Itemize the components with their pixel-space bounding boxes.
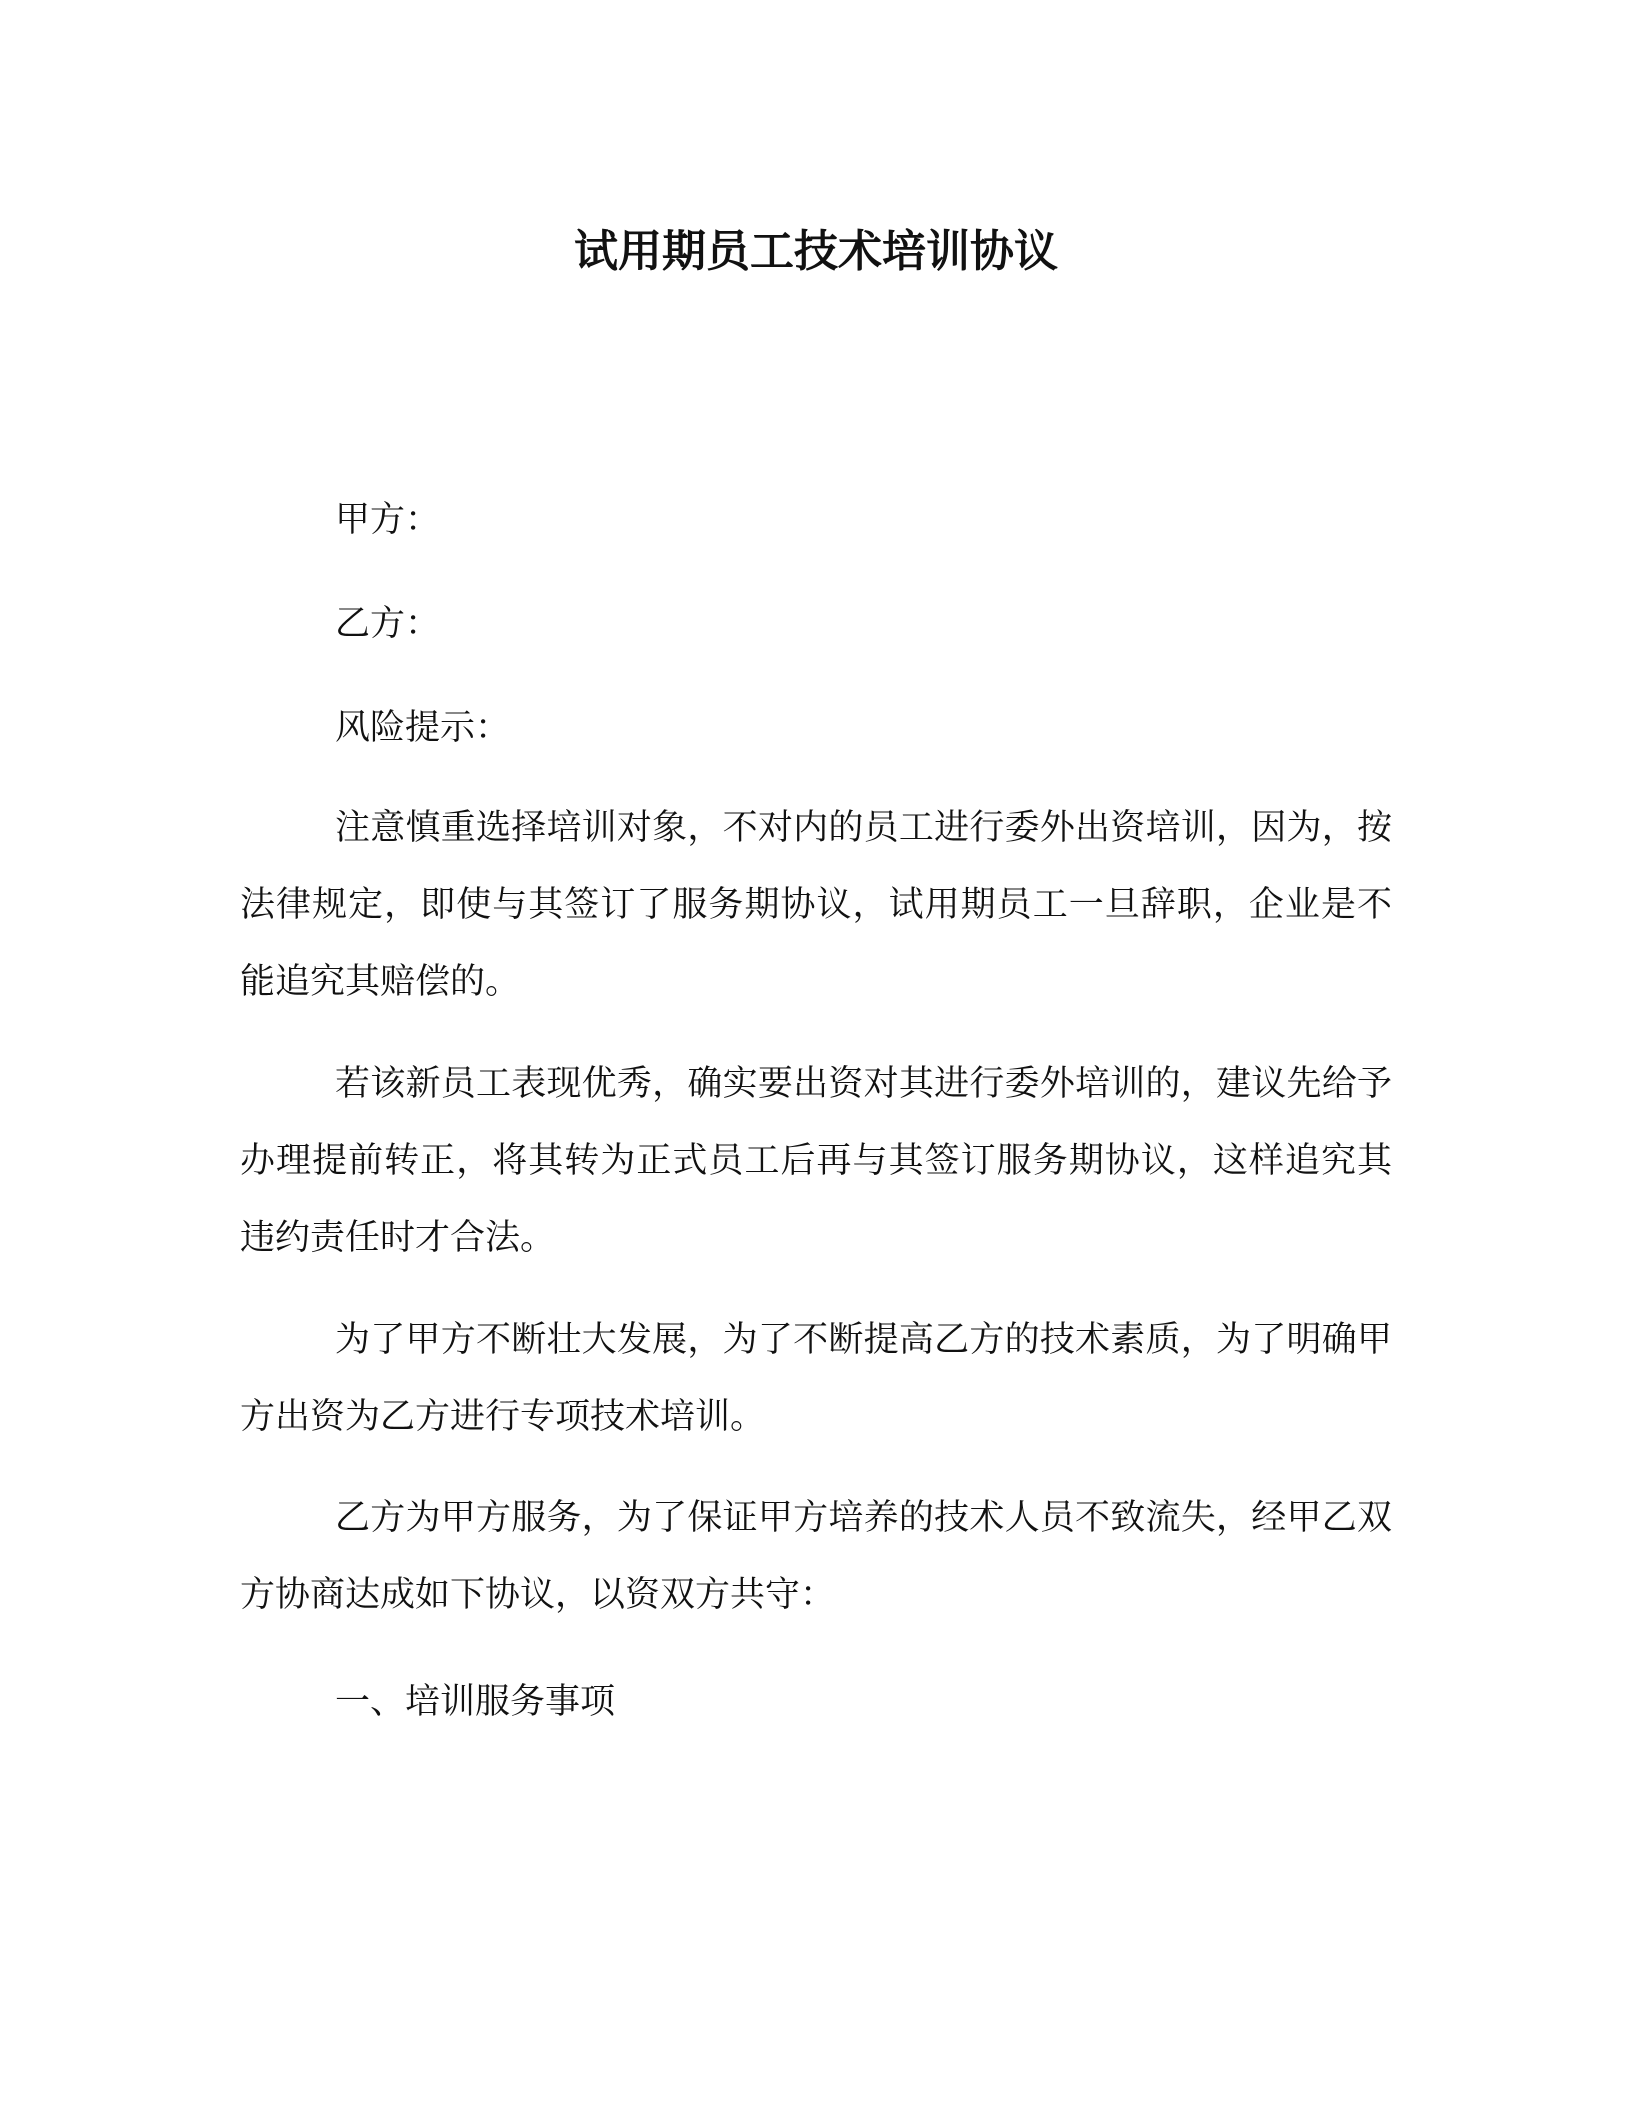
- section-1-heading: 一、培训服务事项: [335, 1682, 616, 1722]
- document-title: 试用期员工技术培训协议: [574, 226, 1058, 277]
- risk-paragraph-1: 注意慎重选择培训对象，不对内的员工进行委外出资培训，因为，按法律规定，即使与其签订了服务期协议，试用期员工一旦辞职，企业是不能追究其赔偿的。: [240, 808, 1392, 1002]
- agreement-paragraph: 乙方为甲方服务，为了保证甲方培养的技术人员不致流失，经甲乙双方协商达成如下协议，以资双方共守：: [240, 1498, 1392, 1615]
- risk-paragraph-2: 若该新员工表现优秀，确实要出资对其进行委外培训的，建议先给予办理提前转正，将其转为正式员工后再与其签订服务期协议，这样追究其违约责任时才合法。: [240, 1064, 1392, 1258]
- party-b-label: 乙方：: [335, 604, 441, 644]
- purpose-paragraph: 为了甲方不断壮大发展，为了不断提高乙方的技术素质，为了明确甲方出资为乙方进行专项技术培训。: [240, 1320, 1392, 1437]
- party-a-label: 甲方：: [335, 500, 441, 540]
- risk-notice-label: 风险提示：: [335, 708, 511, 748]
